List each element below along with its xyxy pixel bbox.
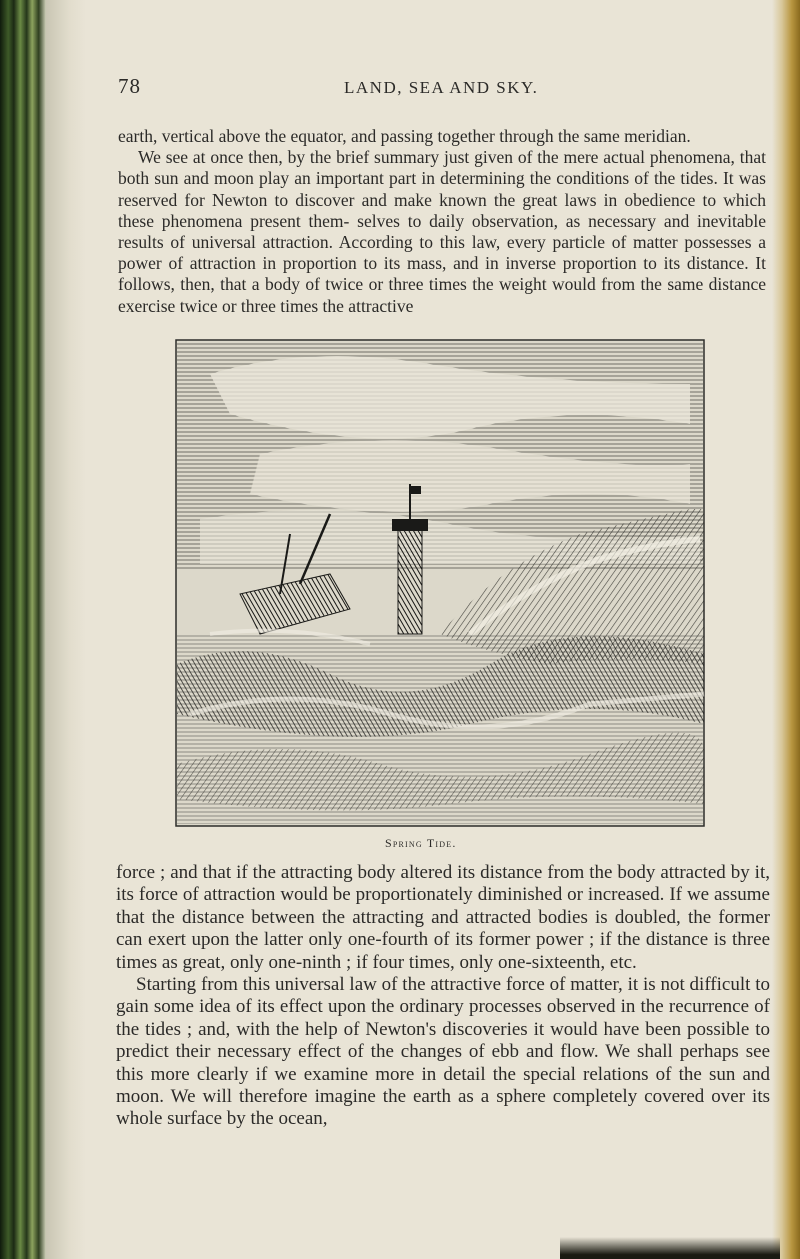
paragraph: force ; and that if the attracting body altered its distance from the body attracted by it, its force of attraction would be proportionately diminished or increased. If we assume that the distance between the attracting and attracted bodies is doubled, the former can exert upon the latter only one-fourth of its former power ; if the distance is three times as great, only one-ninth ; if four times, only one-sixteenth, etc. — [116, 862, 770, 973]
engraving-illustration — [170, 334, 710, 832]
paragraph: Starting from this universal law of the attractive force of matter, it is not difficult to gain some idea of its effect upon the ordinary processes observed in the recurrence of the tides ; and, with the help of Newton's discoveries it would have been possible to predict their necessary effect of the changes of ebb and flow. We shall perhaps see this more clearly if we examine more in detail the special relations of the sun and moon. We will therefore imagine the earth as a sphere completely covered over its whole surface by the ocean, — [116, 974, 770, 1130]
paragraph: earth, vertical above the equator, and passing together through the same meridian. — [118, 126, 691, 146]
paragraph: We see at once then, by the brief summary just given of the mere actual phenomena, that both sun and moon play an important part in determining the conditions of the tides. It was reserved for Newton to discover and make known the great laws in obedience to which these phenomena present them- selves to daily observation, as necessary and inevitable results of universal attraction. According to this law, every particle of matter possesses a power of attraction in proportion to its mass, and in inverse proportion to its distance. It follows, then, that a body of twice or three times the weight would from the same distance exercise twice or three times the attractive — [118, 147, 766, 316]
book-spine — [0, 0, 46, 1259]
text-block-top — [118, 126, 766, 317]
figure-caption: Spring Tide. — [385, 836, 457, 850]
page-edge — [772, 0, 800, 1259]
page-shadow — [560, 1237, 780, 1259]
page-gutter — [46, 0, 86, 1259]
page-header — [118, 74, 768, 102]
running-head: LAND, SEA AND SKY. — [344, 78, 539, 97]
page-number: 78 — [118, 74, 141, 98]
engraving-spring-tide — [170, 334, 710, 832]
text-block-bottom — [116, 862, 770, 1131]
